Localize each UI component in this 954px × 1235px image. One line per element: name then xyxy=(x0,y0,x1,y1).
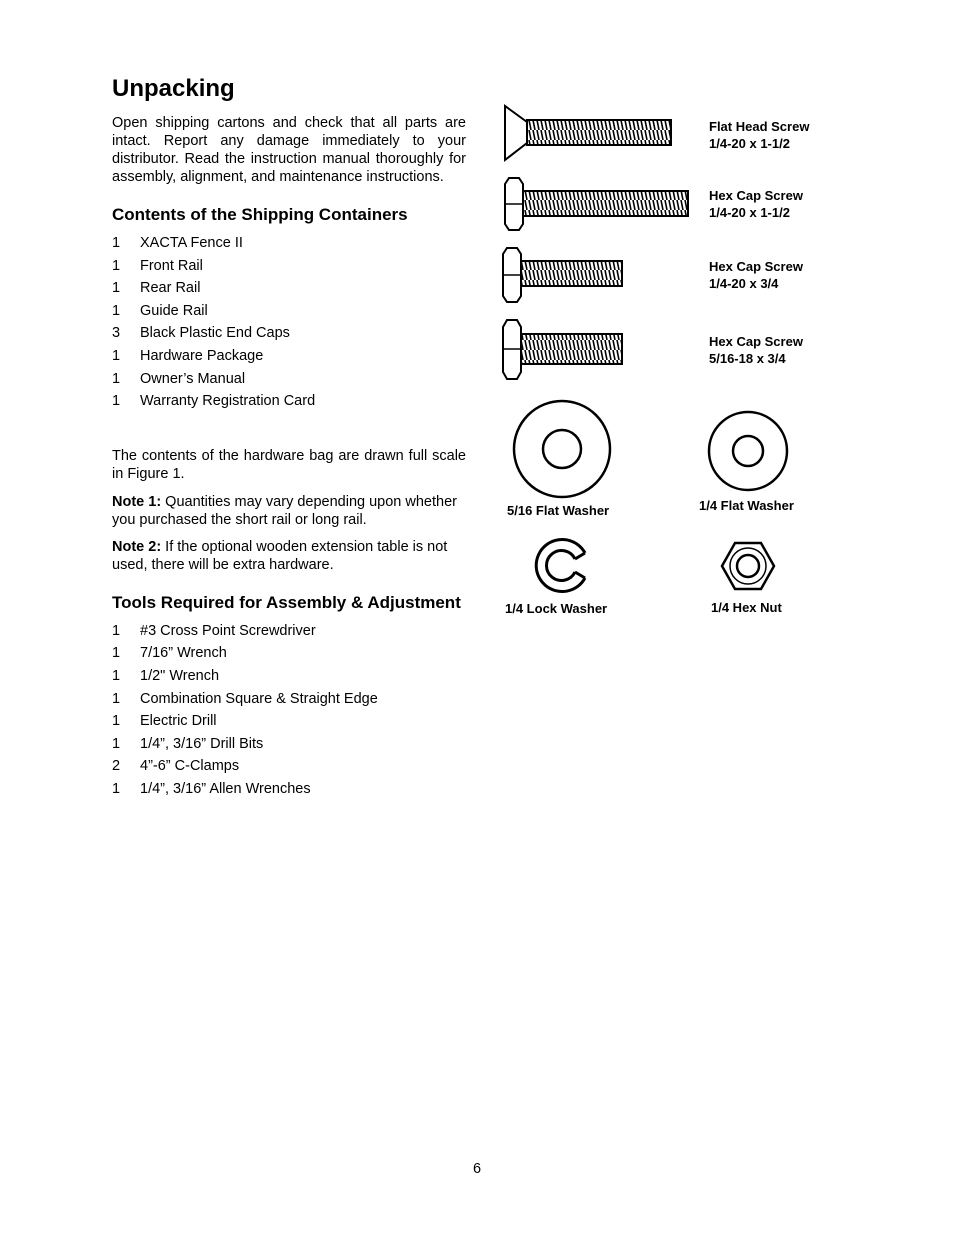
flat-washer-14-label: 1/4 Flat Washer xyxy=(699,498,794,513)
list-item: 1 Owner’s Manual xyxy=(112,370,246,387)
list-item: 1 Hardware Package xyxy=(112,347,264,364)
hex-cap-screw-516-label: Hex Cap Screw 5/16-18 x 3/4 xyxy=(709,334,803,366)
list-item: 1 1/4”, 3/16” Allen Wrenches xyxy=(112,780,311,797)
list-item: 1 Warranty Registration Card xyxy=(112,393,316,410)
note-2: Note 2: If the optional wooden extension table is not used, there will be extra hardware. xyxy=(112,538,448,573)
list-item: 1 Combination Square & Straight Edge xyxy=(112,690,378,707)
hex-cap-screw-long-icon xyxy=(505,178,688,230)
list-item: 1 XACTA Fence II xyxy=(112,235,243,251)
tools-heading: Tools Required for Assembly & Adjustment xyxy=(112,592,461,612)
list-item: 2 4”-6” C-Clamps xyxy=(112,758,240,775)
list-item: 1 1/4”, 3/16” Drill Bits xyxy=(112,735,264,752)
hex-nut-icon xyxy=(722,543,774,589)
hardware-paragraph: The contents of the hardware bag are drawn full scale in Figure 1. xyxy=(112,447,466,482)
page-title: Unpacking xyxy=(112,75,235,102)
hex-cap-screw-516-icon xyxy=(503,320,622,379)
hex-nut-label: 1/4 Hex Nut xyxy=(711,600,782,615)
list-item: 1 Rear Rail xyxy=(112,280,201,297)
hex-cap-screw-short-icon xyxy=(503,248,622,302)
hex-cap-screw-short-label: Hex Cap Screw 1/4-20 x 3/4 xyxy=(709,259,803,291)
flat-washer-14-icon xyxy=(709,412,787,490)
list-item: 3 Black Plastic End Caps xyxy=(112,325,290,342)
lock-washer-label: 1/4 Lock Washer xyxy=(505,601,608,616)
flat-washer-516-icon xyxy=(514,401,610,497)
flat-head-screw-icon xyxy=(505,106,671,160)
page-number: 6 xyxy=(472,1161,482,1177)
note-1: Note 1: Quantities may vary depending upon whether you purchased the short rail or long rail. xyxy=(112,493,457,528)
list-item: 1 #3 Cross Point Screwdriver xyxy=(112,622,316,639)
intro-paragraph: Open shipping cartons and check that all parts are intact. Report any damage immediately to your distributor. Read the instruction manual thoroughly for assembly, alignment, and maintenance instructions. xyxy=(112,115,466,185)
hex-cap-screw-long-label: Hex Cap Screw 1/4-20 x 1-1/2 xyxy=(709,188,803,220)
list-item: 1 Electric Drill xyxy=(112,713,217,730)
list-item: 1 Front Rail xyxy=(112,257,203,274)
list-item: 1 1/2" Wrench xyxy=(112,667,220,684)
flat-head-screw-label: Flat Head Screw 1/4-20 x 1-1/2 xyxy=(709,119,810,151)
list-item: 1 Guide Rail xyxy=(112,302,208,319)
flat-washer-516-label: 5/16 Flat Washer xyxy=(507,503,610,518)
lock-washer-icon xyxy=(536,540,585,592)
list-item: 1 7/16” Wrench xyxy=(112,645,227,662)
contents-heading: Contents of the Shipping Containers xyxy=(112,205,408,224)
